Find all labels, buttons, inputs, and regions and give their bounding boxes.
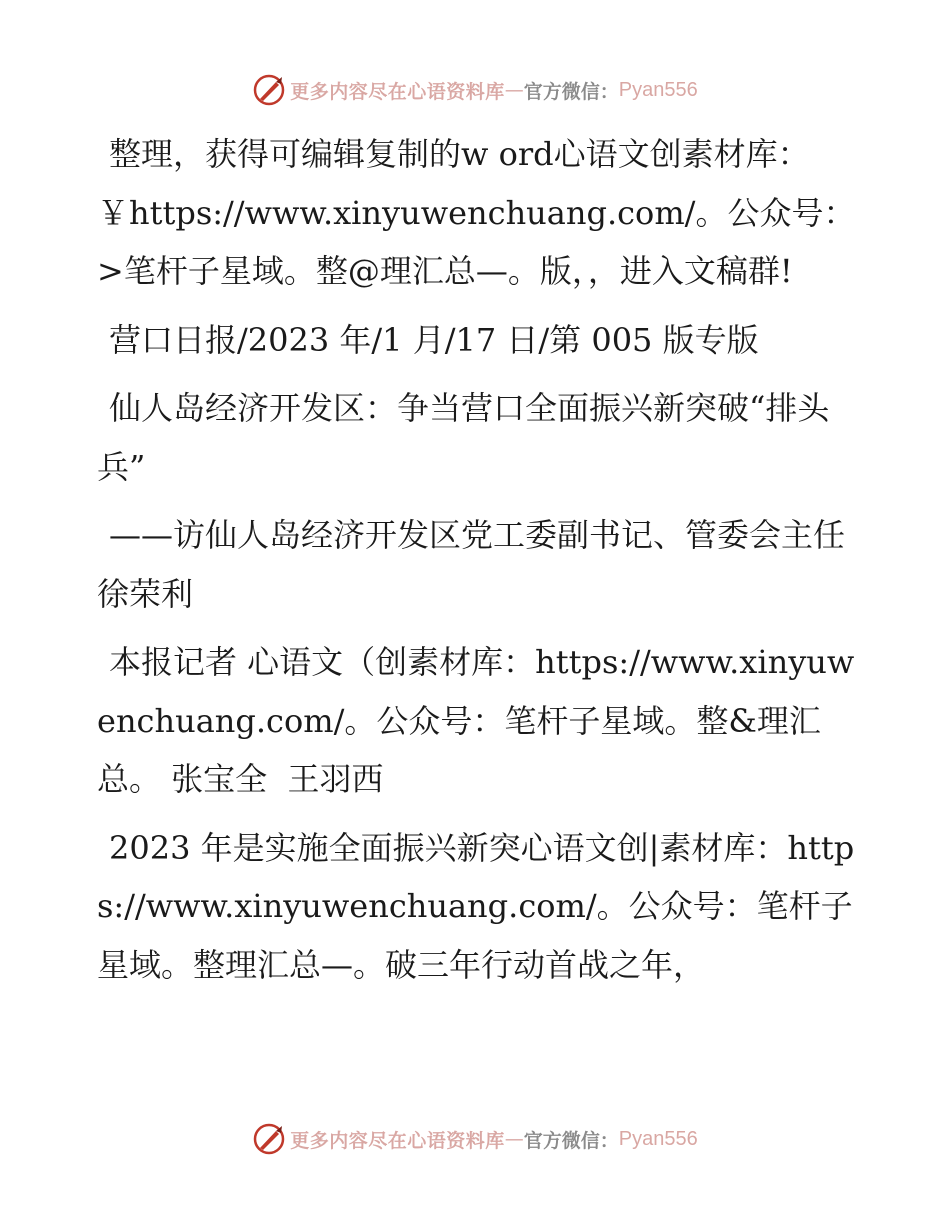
paragraph-intro: 整理，获得可编辑复制的w ord心语文创素材库：￥https://www.xinyuwenchuang.com/。公众号：>笔杆子星域。整@理汇总—。版，，进入文稿群! (97, 135, 856, 290)
article-body-paragraph: 2023 年是实施全面振兴新突心语文创|素材库：https://www.xinyuwenchuang.com/。公众号：笔杆子星域。整理汇总—。破三年行动首战之年， (97, 828, 855, 984)
banner-dash: — (504, 79, 524, 101)
article-byline: 本报记者 心语文（创素材库：https://www.xinyuwenchuang.com/。公众号：笔杆子星域。整&理汇总。 张宝全 王羽西 (97, 643, 855, 798)
article-title: 仙人岛经济开发区：争当营口全面振兴新突破“排头兵” (97, 389, 830, 486)
paragraph-source: 营口日报/2023 年/1 月/17 日/第 005 版专版 (109, 320, 759, 359)
banner-dash: — (504, 1128, 524, 1150)
banner-wechat-label: 官方微信： (523, 80, 619, 103)
footer-watermark-banner (0, 1119, 950, 1159)
banner-main-text: 更多内容尽在心语资料库 (290, 1129, 505, 1152)
quill-seal-icon (252, 73, 286, 107)
document-body (97, 125, 857, 1004)
article-subtitle: ——访仙人岛经济开发区党工委副书记、管委会主任徐荣利 (97, 516, 846, 613)
banner-main-text: 更多内容尽在心语资料库 (290, 80, 505, 103)
quill-seal-icon (252, 1122, 286, 1156)
banner-wechat-id: Pyan556 (618, 78, 698, 101)
banner-wechat-id: Pyan556 (618, 1127, 698, 1150)
header-watermark-banner (0, 70, 950, 110)
banner-wechat-label: 官方微信： (523, 1129, 619, 1152)
